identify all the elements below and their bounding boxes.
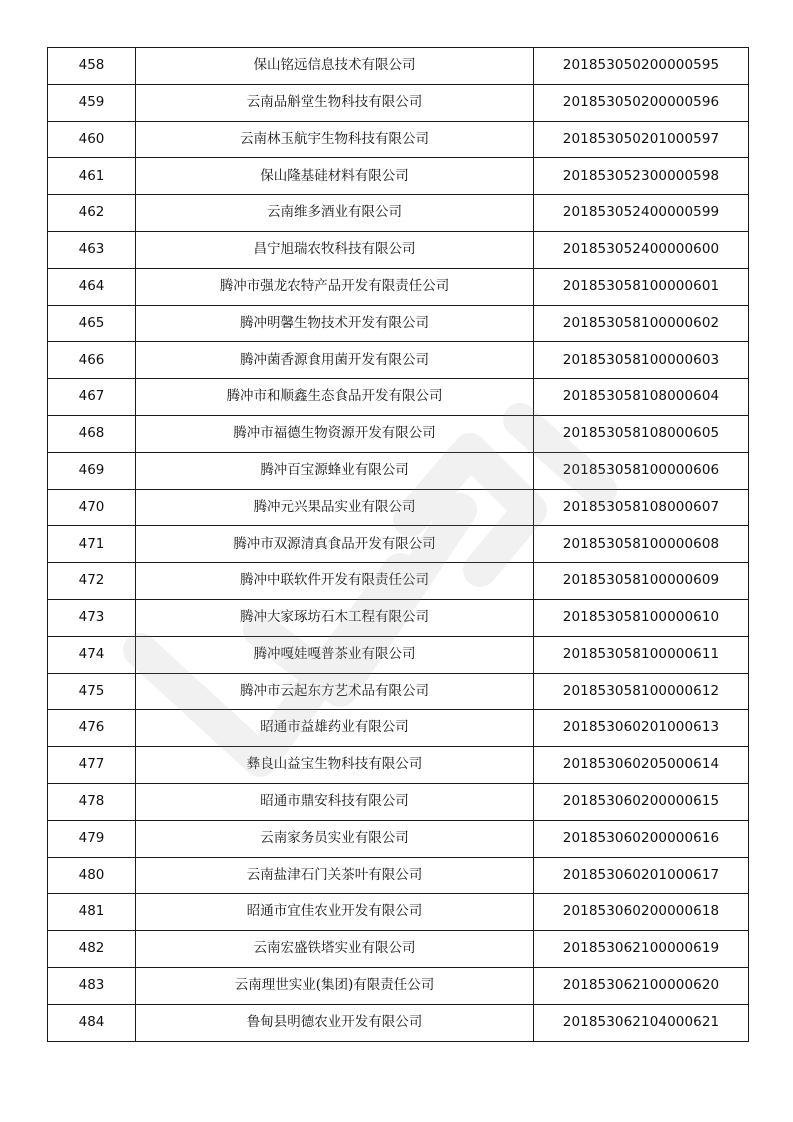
table-row bbox=[48, 747, 749, 784]
table-row bbox=[48, 84, 749, 121]
table-row bbox=[48, 48, 749, 85]
row-number-cell: 483 bbox=[48, 967, 136, 1004]
table-row bbox=[48, 342, 749, 379]
registration-code-cell: 201853050201000597 bbox=[534, 121, 749, 158]
company-name-cell: 腾冲元兴果品实业有限公司 bbox=[136, 489, 534, 526]
table-row bbox=[48, 379, 749, 416]
company-name-cell: 昭通市益雄药业有限公司 bbox=[136, 710, 534, 747]
row-number-cell: 474 bbox=[48, 636, 136, 673]
row-number-cell: 461 bbox=[48, 158, 136, 195]
company-name-cell: 腾冲市和顺鑫生态食品开发有限公司 bbox=[136, 379, 534, 416]
row-number-cell: 466 bbox=[48, 342, 136, 379]
row-number-cell: 470 bbox=[48, 489, 136, 526]
row-number-cell: 468 bbox=[48, 415, 136, 452]
table-row bbox=[48, 231, 749, 268]
company-name-cell: 腾冲市强龙农特产品开发有限责任公司 bbox=[136, 268, 534, 305]
company-name-cell: 腾冲市福德生物资源开发有限公司 bbox=[136, 415, 534, 452]
registration-code-cell: 201853060205000614 bbox=[534, 747, 749, 784]
registration-code-cell: 201853058108000605 bbox=[534, 415, 749, 452]
row-number-cell: 480 bbox=[48, 857, 136, 894]
row-number-cell: 458 bbox=[48, 48, 136, 85]
company-name-cell: 腾冲明馨生物技术开发有限公司 bbox=[136, 305, 534, 342]
table-row bbox=[48, 857, 749, 894]
company-name-cell: 腾冲菌香源食用菌开发有限公司 bbox=[136, 342, 534, 379]
registration-code-cell: 201853060201000613 bbox=[534, 710, 749, 747]
row-number-cell: 464 bbox=[48, 268, 136, 305]
table-row bbox=[48, 783, 749, 820]
registration-code-cell: 201853060200000618 bbox=[534, 894, 749, 931]
registration-code-cell: 201853060201000617 bbox=[534, 857, 749, 894]
row-number-cell: 476 bbox=[48, 710, 136, 747]
table-row bbox=[48, 268, 749, 305]
table-row bbox=[48, 563, 749, 600]
company-name-cell: 保山铭远信息技术有限公司 bbox=[136, 48, 534, 85]
registration-code-cell: 201853052400000600 bbox=[534, 231, 749, 268]
table-row bbox=[48, 636, 749, 673]
table-row bbox=[48, 820, 749, 857]
table-row bbox=[48, 452, 749, 489]
company-name-cell: 昭通市鼎安科技有限公司 bbox=[136, 783, 534, 820]
registration-code-cell: 201853058100000602 bbox=[534, 305, 749, 342]
company-name-cell: 昌宁旭瑞农牧科技有限公司 bbox=[136, 231, 534, 268]
registration-code-cell: 201853058100000610 bbox=[534, 599, 749, 636]
company-name-cell: 云南维多酒业有限公司 bbox=[136, 195, 534, 232]
company-name-cell: 昭通市宜佳农业开发有限公司 bbox=[136, 894, 534, 931]
table-row bbox=[48, 526, 749, 563]
table-row bbox=[48, 195, 749, 232]
row-number-cell: 473 bbox=[48, 599, 136, 636]
registration-code-cell: 201853050200000596 bbox=[534, 84, 749, 121]
company-name-cell: 腾冲大家琢坊石木工程有限公司 bbox=[136, 599, 534, 636]
company-name-cell: 云南宏盛铁塔实业有限公司 bbox=[136, 931, 534, 968]
registration-code-cell: 201853052300000598 bbox=[534, 158, 749, 195]
row-number-cell: 478 bbox=[48, 783, 136, 820]
table-row bbox=[48, 599, 749, 636]
table-row bbox=[48, 967, 749, 1004]
registration-code-cell: 201853062104000621 bbox=[534, 1004, 749, 1041]
registration-code-cell: 201853060200000616 bbox=[534, 820, 749, 857]
table-row bbox=[48, 1004, 749, 1041]
row-number-cell: 471 bbox=[48, 526, 136, 563]
table-row bbox=[48, 489, 749, 526]
registration-code-cell: 201853058100000601 bbox=[534, 268, 749, 305]
company-name-cell: 云南盐津石门关茶叶有限公司 bbox=[136, 857, 534, 894]
registration-code-cell: 201853058108000604 bbox=[534, 379, 749, 416]
table-row bbox=[48, 710, 749, 747]
company-name-cell: 云南林玉航宇生物科技有限公司 bbox=[136, 121, 534, 158]
row-number-cell: 459 bbox=[48, 84, 136, 121]
company-name-cell: 鲁甸县明德农业开发有限公司 bbox=[136, 1004, 534, 1041]
registration-code-cell: 201853058100000611 bbox=[534, 636, 749, 673]
row-number-cell: 475 bbox=[48, 673, 136, 710]
company-name-cell: 云南品斛堂生物科技有限公司 bbox=[136, 84, 534, 121]
registration-code-cell: 201853050200000595 bbox=[534, 48, 749, 85]
row-number-cell: 484 bbox=[48, 1004, 136, 1041]
row-number-cell: 482 bbox=[48, 931, 136, 968]
company-name-cell: 彝良山益宝生物科技有限公司 bbox=[136, 747, 534, 784]
table-row bbox=[48, 305, 749, 342]
table-row bbox=[48, 931, 749, 968]
company-name-cell: 腾冲百宝源蜂业有限公司 bbox=[136, 452, 534, 489]
registration-code-cell: 201853058100000608 bbox=[534, 526, 749, 563]
registration-code-cell: 201853052400000599 bbox=[534, 195, 749, 232]
company-name-cell: 云南理世实业(集团)有限责任公司 bbox=[136, 967, 534, 1004]
registration-code-cell: 201853060200000615 bbox=[534, 783, 749, 820]
company-name-cell: 腾冲市云起东方艺术品有限公司 bbox=[136, 673, 534, 710]
registration-code-cell: 201853058108000607 bbox=[534, 489, 749, 526]
row-number-cell: 479 bbox=[48, 820, 136, 857]
table-body bbox=[48, 48, 749, 1042]
table-row bbox=[48, 158, 749, 195]
row-number-cell: 463 bbox=[48, 231, 136, 268]
table-row bbox=[48, 121, 749, 158]
registration-code-cell: 201853058100000603 bbox=[534, 342, 749, 379]
row-number-cell: 472 bbox=[48, 563, 136, 600]
row-number-cell: 469 bbox=[48, 452, 136, 489]
company-name-cell: 腾冲市双源清真食品开发有限公司 bbox=[136, 526, 534, 563]
company-name-cell: 腾冲中联软件开发有限责任公司 bbox=[136, 563, 534, 600]
row-number-cell: 462 bbox=[48, 195, 136, 232]
registration-code-cell: 201853058100000612 bbox=[534, 673, 749, 710]
table-row bbox=[48, 415, 749, 452]
table-row bbox=[48, 894, 749, 931]
company-name-cell: 云南家务员实业有限公司 bbox=[136, 820, 534, 857]
row-number-cell: 467 bbox=[48, 379, 136, 416]
registration-code-cell: 201853058100000609 bbox=[534, 563, 749, 600]
row-number-cell: 481 bbox=[48, 894, 136, 931]
company-name-cell: 保山隆基硅材料有限公司 bbox=[136, 158, 534, 195]
registration-code-cell: 201853062100000620 bbox=[534, 967, 749, 1004]
row-number-cell: 477 bbox=[48, 747, 136, 784]
registration-code-cell: 201853058100000606 bbox=[534, 452, 749, 489]
company-name-cell: 腾冲嘎娃嘎普茶业有限公司 bbox=[136, 636, 534, 673]
row-number-cell: 460 bbox=[48, 121, 136, 158]
registration-code-cell: 201853062100000619 bbox=[534, 931, 749, 968]
company-registry-table bbox=[47, 47, 749, 1042]
table-row bbox=[48, 673, 749, 710]
row-number-cell: 465 bbox=[48, 305, 136, 342]
